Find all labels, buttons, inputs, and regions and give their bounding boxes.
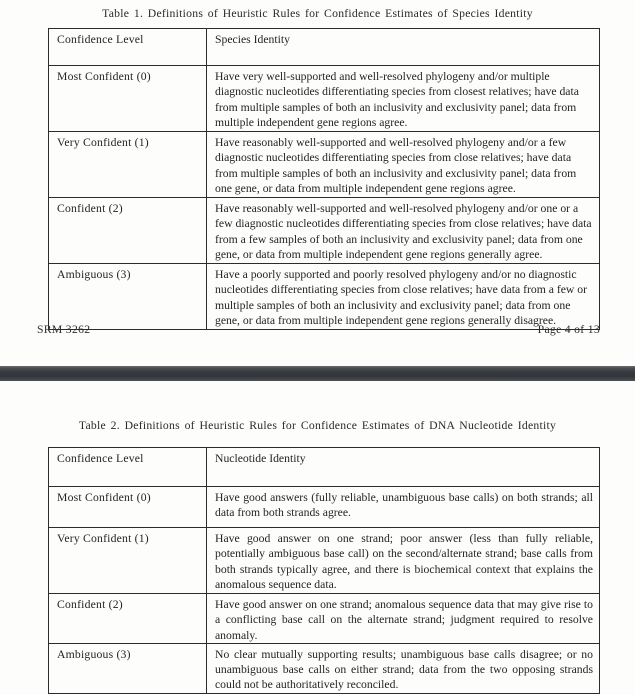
table-row <box>49 487 600 528</box>
page-break-separator <box>0 366 635 381</box>
table-2-header-confidence-level: Confidence Level <box>49 448 207 487</box>
confidence-level-cell: Ambiguous (3) <box>49 264 207 330</box>
confidence-level-cell: Very Confident (1) <box>49 528 207 594</box>
table-row <box>49 66 600 132</box>
confidence-level-cell: Confident (2) <box>49 594 207 644</box>
table-1-header-row <box>49 29 600 66</box>
confidence-level-cell: Most Confident (0) <box>49 66 207 132</box>
confidence-level-cell: Confident (2) <box>49 198 207 264</box>
table-2-header-nucleotide-identity: Nucleotide Identity <box>207 448 600 487</box>
confidence-level-cell: Most Confident (0) <box>49 487 207 528</box>
description-cell: Have reasonably well-supported and well-resolved phylogeny and/or one or a few diagnostic nucleotides differentiating species from close relatives; have data from a few samples of both an inclusivity and exclusivity panel; data from one gene, or data from multiple independent gene regions generally agree. <box>207 198 600 264</box>
table-row <box>49 594 600 644</box>
document-id: SRM 3262 <box>37 323 91 336</box>
table-2-nucleotide-identity <box>48 447 600 694</box>
page-footer <box>37 323 600 336</box>
description-cell: Have very well-supported and well-resolved phylogeny and/or multiple diagnostic nucleotides differentiating species from closest relatives; have data from multiple samples of both an inclusivity and exclusivity panel; data from multiple independent gene regions agree. <box>207 66 600 132</box>
description-cell: Have good answer on one strand; anomalous sequence data that may give rise to a conflicting base call on the alternate strand; judgment required to resolve anomaly. <box>207 594 600 644</box>
page-number: Page 4 of 13 <box>537 323 600 336</box>
description-cell: Have good answers (fully reliable, unambiguous base calls) on both strands; all data from both strands agree. <box>207 487 600 528</box>
description-cell: Have reasonably well-supported and well-resolved phylogeny and/or a few diagnostic nucleotides differentiating species from close relatives; have data from multiple samples of both an inclusivity and exclusivity panel; data from one gene, or data from multiple independent gene regions agree. <box>207 132 600 198</box>
table-1-species-identity <box>48 28 600 330</box>
description-cell: No clear mutually supporting results; unambiguous base calls disagree; or no unambiguous base calls on either strand; data from the two opposing strands could not be authoritatively reconciled. <box>207 643 600 693</box>
table-row <box>49 528 600 594</box>
confidence-level-cell: Very Confident (1) <box>49 132 207 198</box>
table-row <box>49 264 600 330</box>
table-row <box>49 198 600 264</box>
table-1-header-confidence-level: Confidence Level <box>49 29 207 66</box>
table-1-caption: Table 1. Definitions of Heuristic Rules for Confidence Estimates of Species Identity <box>102 7 533 20</box>
confidence-level-cell: Ambiguous (3) <box>49 643 207 693</box>
description-cell: Have a poorly supported and poorly resolved phylogeny and/or no diagnostic nucleotides differentiating species from close relatives; have data from a few or multiple samples of both an inclusivity and exclusivity panel; data from one gene, or data from multiple independent gene regions generally disagree. <box>207 264 600 330</box>
description-cell: Have good answer on one strand; poor answer (less than fully reliable, potentially ambiguous base call) on the second/alternate strand; base calls from both strands typically agree, and there is biochemical context that explains the anomalous sequence data. <box>207 528 600 594</box>
table-2-header-row <box>49 448 600 487</box>
table-row <box>49 643 600 693</box>
table-2-caption: Table 2. Definitions of Heuristic Rules for Confidence Estimates of DNA Nucleotide Identity <box>78 419 557 432</box>
table-row <box>49 132 600 198</box>
table-1-header-species-identity: Species Identity <box>207 29 600 66</box>
